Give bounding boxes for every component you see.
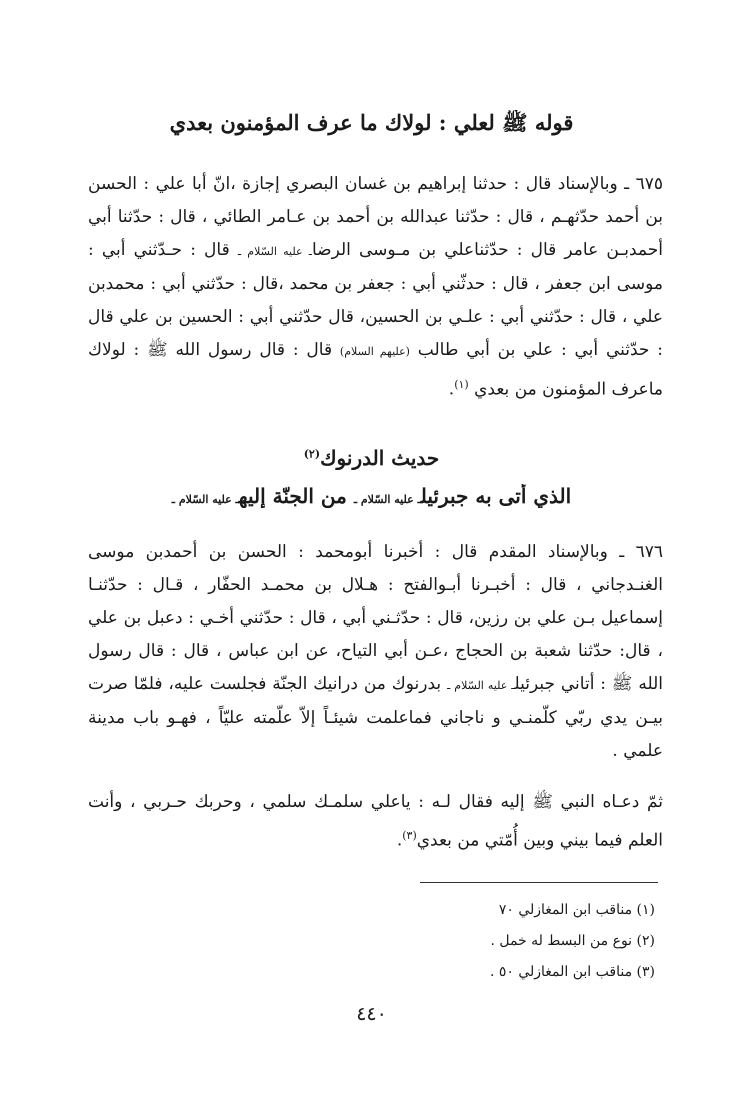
- footnote-item: (٣) مناقب ابن المغازلي ٥٠ .: [489, 964, 655, 980]
- hadith-675-end: .: [448, 379, 455, 400]
- section-subtitle-a: الذي أتى به جبرئيل: [420, 484, 572, 508]
- hadith-676-paragraph: [88, 536, 663, 768]
- footnote-item: (١) مناقب ابن المغازلي ٧٠: [498, 902, 655, 918]
- footnote-item: (٢) نوع من البسط له خمل .: [490, 933, 655, 949]
- continuation-end: .: [396, 830, 403, 851]
- footnote-ref-1: (١): [454, 378, 469, 391]
- continuation-text: ثمّ دعـاه النبي ﷺ إليه فقال لـه : ياعلي سلمـك سلمي ، وحربك حـربي ، وأنت العلم فيما بيني وبين أُمّتي من بعدي: [88, 792, 663, 851]
- page-heading: قوله ﷺ لعلي : لولاك ما عرف المؤمنون بعدي: [169, 110, 574, 135]
- section-title: [60, 446, 683, 470]
- hadith-675-text-b: قال : حـدّثني أبي : موسى ابن جعفر ، قال : حدثّني أبي : جعفر بن محمد ،قال : حدّثني أبي : محمدبن علي ، قال : حدّثني أبي : علـي بن الحسين، قال حدّثني أبي : الحسين بن علي قال : حدّثني أبي : علي بن أبي طالب: [88, 240, 663, 360]
- alayhi-salam-note: ـ عليه السّلام ـ: [237, 245, 312, 258]
- footnote-ref-3: (٣): [402, 829, 417, 842]
- alayhi-salam-note: ـ عليه السّلام ـ: [447, 679, 515, 692]
- alayhi-salam-note: ـ عليه السّلام ـ: [353, 493, 421, 506]
- hadith-676-text-a: ٦٧٦ ـ وبالإسناد المقدم قال : أخبرنا أبومحمد : الحسن بن أحمدبن موسى الغنـدجاني ، قال : أخبـرنا أبـوالفتح : هـلال بن محمـد الحفّار ، قـال : حدّثنـا إسماعيل بـن علي بن رزين، قال : حدّثـني أبي ، قال : حدّثني أخـي : دعبل بن علي ، قال: حدّثنا شعبة بن الحجاج ،عـن أبي التياح، عن ابن عباس ، قال : قال رسول الله ﷺ : أتاني جبرئيل: [88, 542, 664, 694]
- hadith-676-continuation: [88, 786, 663, 858]
- section-title-text: حديث الدرنوك: [320, 446, 440, 470]
- footnote-ref-2: (٢): [303, 447, 321, 461]
- page-number: ٤٤٠: [356, 1003, 387, 1025]
- footnote-divider: [420, 882, 658, 883]
- footnotes-list: [300, 895, 655, 988]
- hadith-675-text-a: ٦٧٥ ـ وبالإسناد قال : حدثنا إبراهيم بن غسان البصري إجازة ،انّ أبا علي : الحسن بن أحمد حدّثهـم ، قال : حدّثنا عبدالله بن أحمد بن عـامر الطائي ، قال : حدّثنا أبي أحمدبـن عامر قال : حدّثناعلي بن مـوسى الرضا: [88, 174, 663, 260]
- alayhim-salam-note: (عليهم السلام): [339, 345, 410, 358]
- alayhi-salam-note: ـ عليه السّلام ـ: [171, 493, 239, 506]
- section-subtitle: [60, 484, 683, 508]
- hadith-676-text-b: بدرنوك من درانيك الجنّة فجلست عليه، فلمّا صرت بيـن يدي ربّي كلّمنـي و ناجاني فماعلمت شيئـاً إلاّ علّمته عليّاً ، فهـو باب مدينة علمي .: [88, 674, 663, 761]
- hadith-675-paragraph: [88, 168, 663, 407]
- hadith-675-text-c: قال : قال رسول الله ﷺ : لولاك ماعرف المؤمنون من بعدي: [88, 340, 663, 400]
- section-subtitle-b: من الجنّة إليه: [238, 484, 354, 508]
